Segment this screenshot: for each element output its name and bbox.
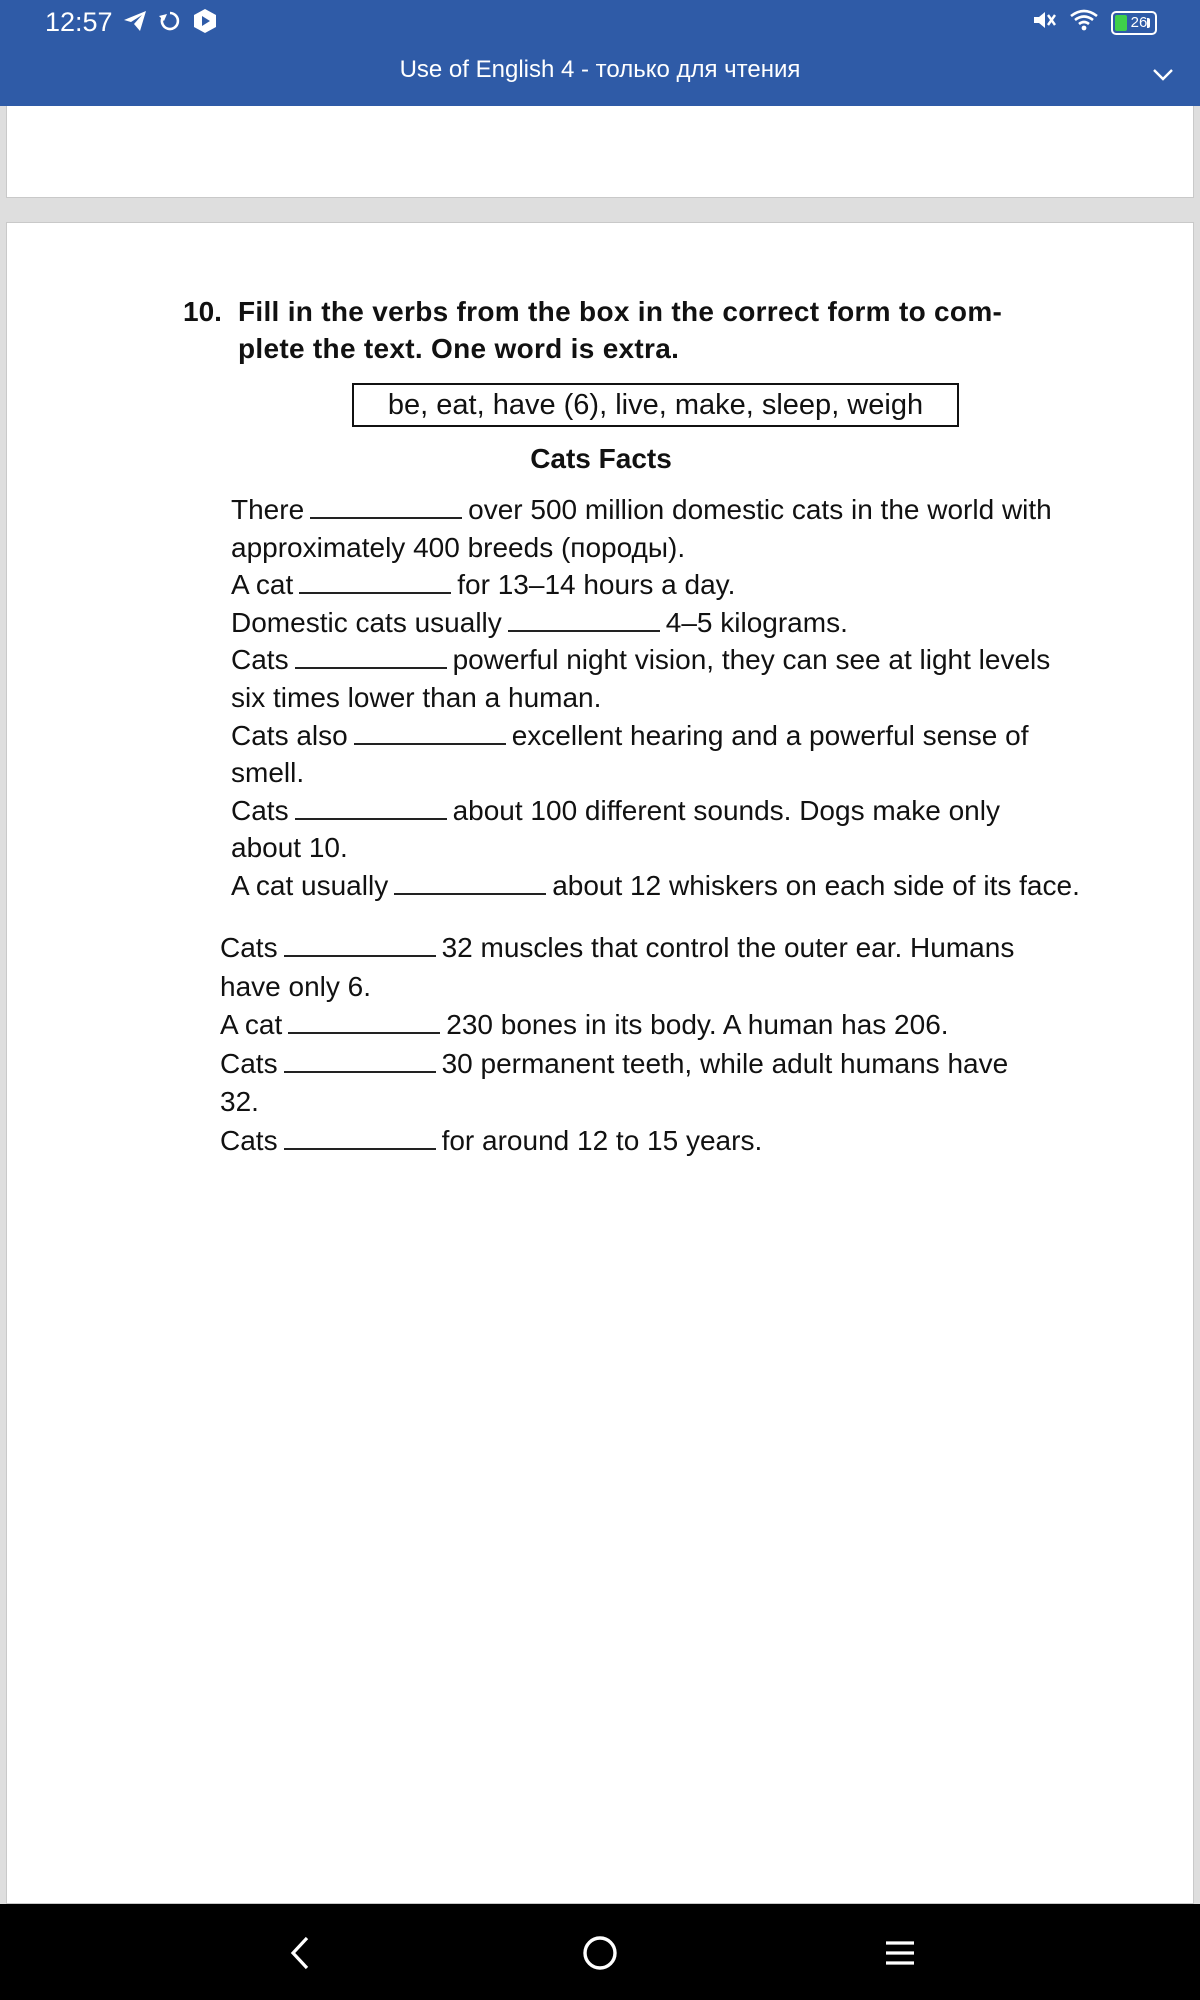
sync-icon xyxy=(158,9,182,38)
back-icon xyxy=(285,1935,315,1971)
recents-icon xyxy=(883,1938,917,1968)
exercise-number: 10. xyxy=(183,296,222,327)
line-text-after: for 13–14 hours a day. xyxy=(457,569,736,601)
text-line xyxy=(231,867,1151,905)
text-line xyxy=(220,929,1155,968)
line-text-before: Cats xyxy=(220,1124,278,1156)
home-button[interactable] xyxy=(573,1926,627,1980)
status-system-icons xyxy=(1031,8,1150,37)
text-line xyxy=(231,717,1151,755)
answer-blank xyxy=(299,570,451,594)
line-text: smell. xyxy=(231,757,305,789)
answer-blank xyxy=(354,721,506,745)
play-services-icon xyxy=(192,8,218,39)
answer-blank xyxy=(284,1049,436,1073)
line-text-before: A cat xyxy=(220,1009,283,1041)
wifi-icon xyxy=(1069,8,1099,37)
battery-indicator xyxy=(1111,11,1157,35)
facts-paragraph-2 xyxy=(220,929,1155,1161)
line-text-after: 32 muscles that control the outer ear. Humans xyxy=(441,932,1015,963)
text-line xyxy=(231,792,1151,830)
telegram-icon xyxy=(122,9,148,38)
line-text-before: Domestic cats usually xyxy=(231,606,502,638)
line-text-before: Cats xyxy=(231,644,289,676)
line-text-before: Cats also xyxy=(231,719,348,751)
document-page[interactable] xyxy=(6,222,1194,1904)
answer-blank xyxy=(288,1010,440,1034)
text-line xyxy=(220,1122,1155,1161)
mute-icon xyxy=(1031,8,1057,37)
status-bar xyxy=(0,0,1200,44)
line-text: 32. xyxy=(220,1086,259,1118)
line-text-after: powerful night vision, they can see at light levels xyxy=(452,644,1051,676)
answer-blank xyxy=(295,796,447,820)
line-text-before: A cat usually xyxy=(231,869,389,901)
text-line xyxy=(220,1006,1155,1045)
text-line xyxy=(220,968,1155,1007)
line-text-before: There xyxy=(231,494,305,525)
line-text-after: over 500 million domestic cats in the world with xyxy=(468,494,1052,525)
text-line xyxy=(231,829,1151,867)
text-line xyxy=(220,1045,1155,1084)
answer-blank xyxy=(284,1126,436,1150)
line-text: six times lower than a human. xyxy=(231,681,602,713)
facts-paragraph-1 xyxy=(231,491,1151,905)
answer-blank xyxy=(295,645,447,669)
exercise-instruction xyxy=(183,293,1133,367)
line-text-after: about 12 whiskers on each side of its face. xyxy=(552,869,1080,901)
text-line xyxy=(231,491,1151,529)
navigation-bar xyxy=(0,1904,1200,2000)
back-button[interactable] xyxy=(273,1926,327,1980)
instruction-line-2: plete the text. One word is extra. xyxy=(238,333,680,364)
top-app-bar xyxy=(0,0,1200,106)
line-text-after: 4–5 kilograms. xyxy=(665,606,848,638)
line-text-after: 230 bones in its body. A human has 206. xyxy=(446,1009,949,1041)
line-text-before: Cats xyxy=(231,794,289,826)
status-notification-icons xyxy=(122,8,218,39)
word-box: be, eat, have (6), live, make, sleep, weigh xyxy=(352,383,959,427)
home-icon xyxy=(581,1934,619,1972)
text-line xyxy=(220,1083,1155,1122)
battery-level: 26 xyxy=(1130,14,1148,31)
line-text-before: Cats xyxy=(220,932,278,963)
line-text-before: Cats xyxy=(220,1047,278,1079)
text-line xyxy=(231,604,1151,642)
chevron-down-icon xyxy=(1151,67,1175,83)
line-text: about 10. xyxy=(231,832,348,864)
text-line xyxy=(231,529,1151,567)
line-text: have only 6. xyxy=(220,970,371,1002)
text-line xyxy=(231,566,1151,604)
line-text-after: 30 permanent teeth, while adult humans have xyxy=(441,1047,1009,1079)
answer-blank xyxy=(284,933,436,957)
text-line xyxy=(231,754,1151,792)
status-time: 12:57 xyxy=(45,7,113,37)
document-title: Use of English 4 - только для чтения xyxy=(399,56,801,83)
line-text-after: for around 12 to 15 years. xyxy=(441,1124,763,1156)
answer-blank xyxy=(394,871,546,895)
text-line xyxy=(231,679,1151,717)
line-text: approximately 400 breeds (породы). xyxy=(231,531,686,563)
instruction-line-1: Fill in the verbs from the box in the correct form to com- xyxy=(238,296,1003,327)
text-title: Cats Facts xyxy=(530,443,672,474)
battery-icon xyxy=(1111,11,1150,35)
answer-blank xyxy=(310,495,462,519)
line-text-before: A cat xyxy=(231,569,294,601)
answer-blank xyxy=(508,608,660,632)
recents-button[interactable] xyxy=(873,1926,927,1980)
line-text-after: about 100 different sounds. Dogs make only xyxy=(452,794,1000,826)
previous-page xyxy=(6,106,1194,198)
title-dropdown-button[interactable] xyxy=(1148,62,1178,88)
text-line xyxy=(231,641,1151,679)
line-text-after: excellent hearing and a powerful sense of xyxy=(511,719,1029,751)
